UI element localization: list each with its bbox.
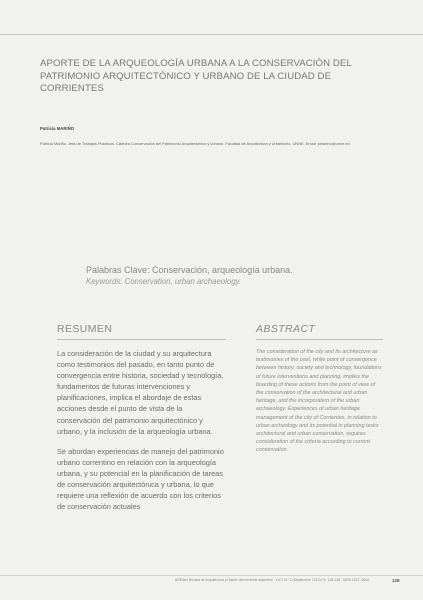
- journal-footer: AREAex Revista de Arquitectura y Diseño del nordeste argentino - Vol 2 N.º 2 (Septiembre 2014) Pp. 128-138 - ISSN 2347- 064X: [175, 578, 370, 582]
- keywords-block: [86, 264, 396, 287]
- author-affiliation: Patricia Mariño. Jefa de Trabajos Prácticos. Cátedra Conservación del Patrimonio Arquitectónico y Urbano. Facultad de Arquitectura y Urbanismo, UNNE. Email: pmarino@unne.ed: [40, 141, 350, 146]
- resumen-heading: RESUMEN: [57, 323, 226, 340]
- keywords-english: Keywords: Conservation, urban archaeology.: [86, 277, 242, 286]
- resumen-body: [57, 348, 226, 512]
- page-number: 128: [392, 578, 400, 583]
- footer-rule: [0, 575, 423, 576]
- top-rule: [0, 34, 423, 35]
- abstract-heading: ABSTRACT: [256, 323, 383, 340]
- author-name: Patricia MARIÑO: [40, 126, 75, 131]
- keywords-spanish: Palabras Clave: Conservación, arqueología urbana.: [86, 265, 293, 275]
- abstract-paragraph: The consideration of the city and its architecture as testimonies of the past, while point of convergence between history, society and technology, foundations of future interventions and planning, implies the boarding of these actions from the point of view of the conservation of the architectural and urban heritage, and the incorporation of the urban archaeology. Experiences of urban heritage management of the city of Corrientes, in relation to urban archeology and its potential in planning tasks architectural and urban conservation, requires consideration of the criteria according to current conservation.: [256, 349, 382, 454]
- resumen-column: [57, 323, 226, 521]
- article-title: APORTE DE LA ARQUEOLOGÍA URBANA A LA CONSERVACIÓN DEL PATRIMONIO ARQUITECTÓNICO Y URBANO DE LA CIUDAD DE CORRIENTES: [40, 58, 352, 95]
- resumen-paragraph: Se abordan experiencias de manejo del patrimonio urbano correntino en relación con la arqueología urbana, y su potencial en la planificación de tareas de conservación arquitectónica y urbana, lo que requiere una reflexión de acuerdo con los criterios de conservación actuales: [57, 446, 224, 512]
- abstract-column: [256, 323, 383, 455]
- abstract-body: [256, 348, 383, 455]
- resumen-paragraph: La consideración de la ciudad y su arquitectura como testimonios del pasado, en tanto punto de convergencia entre historia, sociedad y tecnología, fundamentos de futuras intervenciones y planificaciones, implica el abordaje de estas acciones desde el punto de vista de la conservación del patrimonio arquitectónico y urbano, y la inclusión de la arqueología urbana.: [57, 349, 224, 436]
